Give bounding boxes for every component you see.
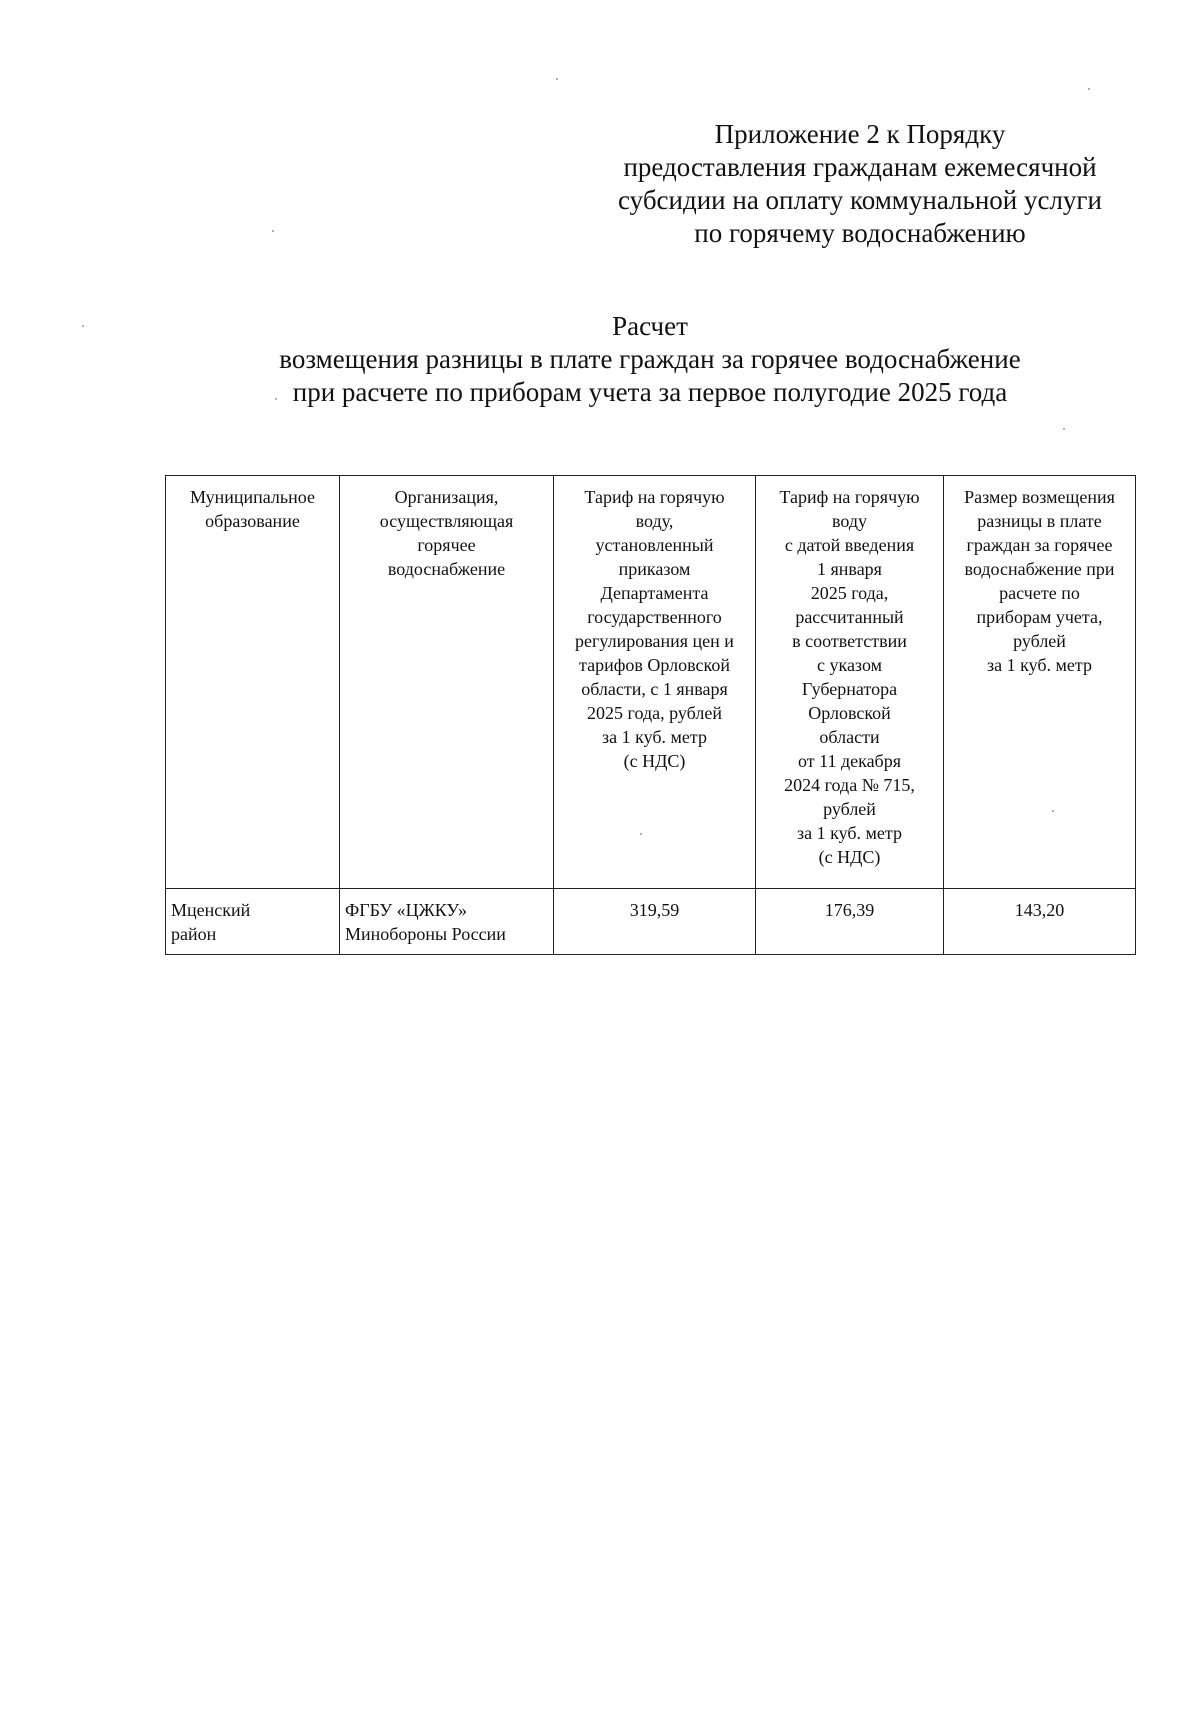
title-heading: Расчет — [612, 311, 688, 341]
annex-reference — [600, 118, 1120, 250]
scan-speck — [1063, 428, 1065, 430]
header-tariff-calculated: Тариф на горячую воду с датой введения 1 января 2025 года, рассчитанный в соответствии с указом Губернатора Орловской области от 11 декабря 2024 года № 715, рублей за 1 куб. метр (с НДС) — [756, 476, 944, 889]
cell-tariff-approved: 319,59 — [554, 889, 756, 955]
scan-speck — [556, 78, 558, 80]
title-line: при расчете по приборам учета за первое полугодие 2025 года — [292, 377, 1008, 407]
calculation-table — [165, 475, 1136, 955]
annex-line: по горячему водоснабжению — [694, 218, 1026, 248]
annex-line: предоставления гражданам ежемесячной — [623, 152, 1097, 182]
table-header-row — [166, 476, 1136, 889]
document-title — [160, 310, 1140, 409]
cell-municipality: Мценский район — [166, 889, 340, 955]
scan-speck — [275, 398, 277, 400]
annex-line: субсидии на оплату коммунальной услуги — [618, 185, 1102, 215]
scan-speck — [82, 325, 84, 327]
header-compensation: Размер возмещения разницы в плате граждан за горячее водоснабжение при расчете по приборам учета, рублей за 1 куб. метр — [944, 476, 1136, 889]
annex-line: Приложение 2 к Порядку — [714, 119, 1006, 149]
scan-speck — [640, 833, 642, 835]
scan-speck — [1088, 88, 1090, 90]
cell-compensation: 143,20 — [944, 889, 1136, 955]
header-organization: Организация, осуществляющая горячее водоснабжение — [340, 476, 554, 889]
table-row — [166, 889, 1136, 955]
scan-speck — [272, 230, 274, 232]
cell-organization: ФГБУ «ЦЖКУ» Минобороны России — [340, 889, 554, 955]
title-line: возмещения разницы в плате граждан за горячее водоснабжение — [279, 344, 1021, 374]
cell-tariff-calculated: 176,39 — [756, 889, 944, 955]
scan-speck — [1052, 810, 1054, 812]
header-municipality: Муниципальное образование — [166, 476, 340, 889]
header-tariff-approved: Тариф на горячую воду, установленный приказом Департамента государственного регулирования цен и тарифов Орловской области, с 1 января 2025 года, рублей за 1 куб. метр (с НДС) — [554, 476, 756, 889]
